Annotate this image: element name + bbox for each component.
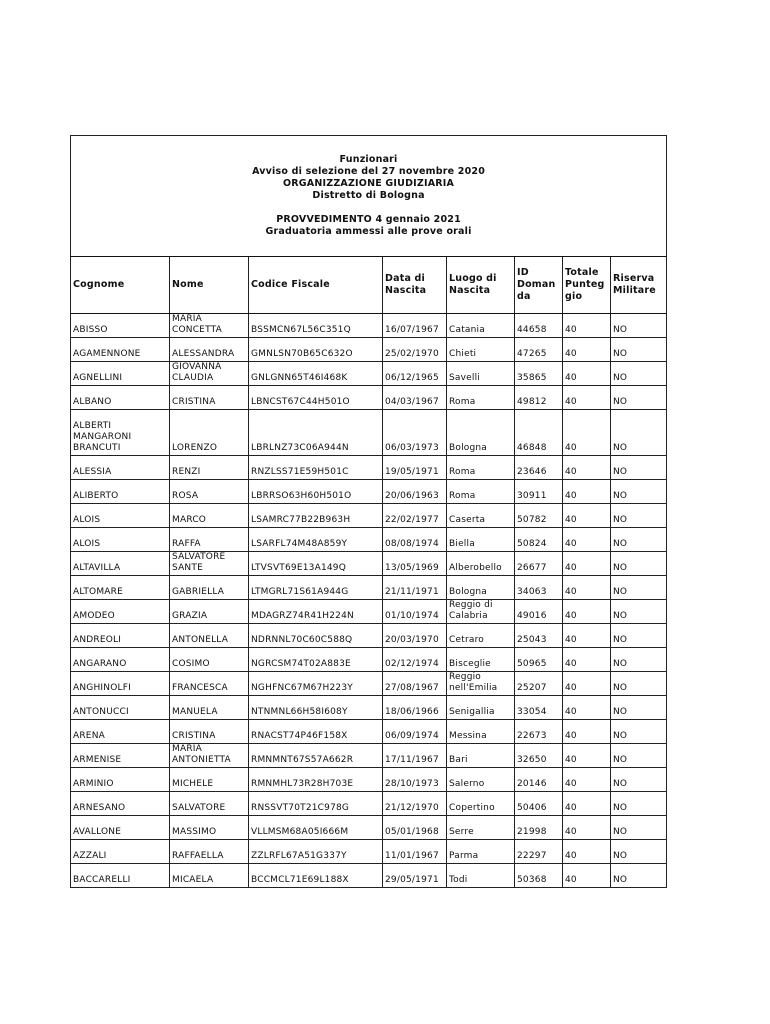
column-header-military-reserve: Riserva Militare: [611, 257, 667, 314]
surname-cell: AGAMENNONE: [71, 338, 170, 362]
surname-cell: BACCARELLI: [71, 864, 170, 888]
birth-place-cell: Savelli: [447, 362, 515, 386]
military-reserve-cell: NO: [611, 528, 667, 552]
application-id-cell: 20146: [515, 768, 563, 792]
birth-place-cell: Bologna: [447, 576, 515, 600]
score-cell: 40: [563, 864, 611, 888]
military-reserve-cell: NO: [611, 480, 667, 504]
birth-place-cell: Copertino: [447, 792, 515, 816]
military-reserve-cell: NO: [611, 744, 667, 768]
surname-cell: ANGHINOLFI: [71, 672, 170, 696]
column-header-surname: Cognome: [71, 257, 170, 314]
tax-code-cell: BCCMCL71E69L188X: [249, 864, 383, 888]
application-id-cell: 46848: [515, 410, 563, 456]
name-cell: CRISTINA: [170, 720, 249, 744]
birth-place-cell: Roma: [447, 456, 515, 480]
tax-code-cell: NDRNNL70C60C588Q: [249, 624, 383, 648]
table-row: [71, 386, 667, 410]
score-cell: 40: [563, 816, 611, 840]
tax-code-cell: RMNMNT67S57A662R: [249, 744, 383, 768]
birth-place-cell: Caserta: [447, 504, 515, 528]
application-id-cell: 50782: [515, 504, 563, 528]
table-row: [71, 410, 667, 456]
table-row: [71, 648, 667, 672]
header-provision: PROVVEDIMENTO 4 gennaio 2021: [276, 214, 461, 225]
birth-place-cell: Reggio di Calabria: [447, 600, 515, 624]
name-cell: ANTONELLA: [170, 624, 249, 648]
document-header: [71, 136, 667, 257]
birth-place-cell: Reggio nell'Emilia: [447, 672, 515, 696]
military-reserve-cell: NO: [611, 504, 667, 528]
surname-cell: ANTONUCCI: [71, 696, 170, 720]
birth-date-cell: 20/03/1970: [383, 624, 447, 648]
birth-date-cell: 17/11/1967: [383, 744, 447, 768]
birth-date-cell: 16/07/1967: [383, 314, 447, 338]
name-cell: LORENZO: [170, 410, 249, 456]
birth-date-cell: 19/05/1971: [383, 456, 447, 480]
score-cell: 40: [563, 600, 611, 624]
application-id-cell: 25207: [515, 672, 563, 696]
application-id-cell: 26677: [515, 552, 563, 576]
table-row: [71, 600, 667, 624]
name-cell: CRISTINA: [170, 386, 249, 410]
table-row: [71, 338, 667, 362]
military-reserve-cell: NO: [611, 552, 667, 576]
birth-date-cell: 21/11/1971: [383, 576, 447, 600]
table-row: [71, 864, 667, 888]
application-id-cell: 23646: [515, 456, 563, 480]
score-cell: 40: [563, 720, 611, 744]
birth-date-cell: 21/12/1970: [383, 792, 447, 816]
birth-place-cell: Senigallia: [447, 696, 515, 720]
tax-code-cell: MDAGRZ74R41H224N: [249, 600, 383, 624]
column-header-name: Nome: [170, 257, 249, 314]
score-cell: 40: [563, 576, 611, 600]
name-cell: ALESSANDRA: [170, 338, 249, 362]
military-reserve-cell: NO: [611, 386, 667, 410]
score-cell: 40: [563, 792, 611, 816]
tax-code-cell: RNZLSS71E59H501C: [249, 456, 383, 480]
birth-date-cell: 06/12/1965: [383, 362, 447, 386]
birth-date-cell: 27/08/1967: [383, 672, 447, 696]
birth-place-cell: Roma: [447, 386, 515, 410]
table-row: [71, 624, 667, 648]
military-reserve-cell: NO: [611, 362, 667, 386]
name-cell: ROSA: [170, 480, 249, 504]
surname-cell: AGNELLINI: [71, 362, 170, 386]
name-cell: MICAELA: [170, 864, 249, 888]
score-cell: 40: [563, 696, 611, 720]
birth-date-cell: 22/02/1977: [383, 504, 447, 528]
application-id-cell: 25043: [515, 624, 563, 648]
score-cell: 40: [563, 504, 611, 528]
application-id-cell: 30911: [515, 480, 563, 504]
birth-date-cell: 06/09/1974: [383, 720, 447, 744]
table-row: [71, 672, 667, 696]
score-cell: 40: [563, 386, 611, 410]
application-id-cell: 44658: [515, 314, 563, 338]
military-reserve-cell: NO: [611, 696, 667, 720]
name-cell: RENZI: [170, 456, 249, 480]
header-district: Distretto di Bologna: [312, 190, 425, 201]
header-organization: ORGANIZZAZIONE GIUDIZIARIA: [283, 178, 455, 189]
score-cell: 40: [563, 410, 611, 456]
application-id-cell: 32650: [515, 744, 563, 768]
header-subtitle: Graduatoria ammessi alle prove orali: [265, 226, 472, 237]
birth-place-cell: Bari: [447, 744, 515, 768]
surname-cell: ALTOMARE: [71, 576, 170, 600]
military-reserve-cell: NO: [611, 624, 667, 648]
column-header-birth-date: Data di Nascita: [383, 257, 447, 314]
table-row: [71, 816, 667, 840]
birth-place-cell: Todi: [447, 864, 515, 888]
surname-cell: ALOIS: [71, 504, 170, 528]
score-cell: 40: [563, 552, 611, 576]
surname-cell: ARENA: [71, 720, 170, 744]
birth-place-cell: Biella: [447, 528, 515, 552]
column-header-tax-code: Codice Fiscale: [249, 257, 383, 314]
tax-code-cell: LBRRSO63H60H501O: [249, 480, 383, 504]
surname-cell: ALBERTI MANGARONI BRANCUTI: [71, 410, 170, 456]
military-reserve-cell: NO: [611, 314, 667, 338]
tax-code-cell: NTNMNL66H58I608Y: [249, 696, 383, 720]
tax-code-cell: RMNMHL73R28H703E: [249, 768, 383, 792]
table-row: [71, 840, 667, 864]
table-row: [71, 314, 667, 338]
name-cell: MANUELA: [170, 696, 249, 720]
birth-place-cell: Parma: [447, 840, 515, 864]
surname-cell: AVALLONE: [71, 816, 170, 840]
application-id-cell: 35865: [515, 362, 563, 386]
score-cell: 40: [563, 528, 611, 552]
military-reserve-cell: NO: [611, 456, 667, 480]
score-cell: 40: [563, 744, 611, 768]
name-cell: MARCO: [170, 504, 249, 528]
military-reserve-cell: NO: [611, 672, 667, 696]
tax-code-cell: NGHFNC67M67H223Y: [249, 672, 383, 696]
birth-place-cell: Bologna: [447, 410, 515, 456]
tax-code-cell: NGRCSM74T02A883E: [249, 648, 383, 672]
application-id-cell: 22673: [515, 720, 563, 744]
military-reserve-cell: NO: [611, 864, 667, 888]
name-cell: SALVATORE SANTE: [170, 552, 249, 576]
birth-date-cell: 20/06/1963: [383, 480, 447, 504]
name-cell: SALVATORE: [170, 792, 249, 816]
tax-code-cell: RNSSVT70T21C978G: [249, 792, 383, 816]
military-reserve-cell: NO: [611, 768, 667, 792]
tax-code-cell: VLLMSM68A05I666M: [249, 816, 383, 840]
ranking-table: [70, 135, 667, 888]
surname-cell: ABISSO: [71, 314, 170, 338]
military-reserve-cell: NO: [611, 338, 667, 362]
birth-date-cell: 28/10/1973: [383, 768, 447, 792]
score-cell: 40: [563, 840, 611, 864]
tax-code-cell: ZZLRFL67A51G337Y: [249, 840, 383, 864]
birth-date-cell: 11/01/1967: [383, 840, 447, 864]
name-cell: RAFFA: [170, 528, 249, 552]
military-reserve-cell: NO: [611, 648, 667, 672]
score-cell: 40: [563, 480, 611, 504]
surname-cell: ALOIS: [71, 528, 170, 552]
table-row: [71, 696, 667, 720]
score-cell: 40: [563, 362, 611, 386]
tax-code-cell: LTVSVT69E13A149Q: [249, 552, 383, 576]
score-cell: 40: [563, 648, 611, 672]
birth-place-cell: Serre: [447, 816, 515, 840]
birth-place-cell: Salerno: [447, 768, 515, 792]
application-id-cell: 33054: [515, 696, 563, 720]
birth-place-cell: Bisceglie: [447, 648, 515, 672]
military-reserve-cell: NO: [611, 720, 667, 744]
birth-date-cell: 04/03/1967: [383, 386, 447, 410]
score-cell: 40: [563, 338, 611, 362]
birth-place-cell: Roma: [447, 480, 515, 504]
name-cell: RAFFAELLA: [170, 840, 249, 864]
table-row: [71, 768, 667, 792]
tax-code-cell: LBRLNZ73C06A944N: [249, 410, 383, 456]
name-cell: COSIMO: [170, 648, 249, 672]
score-cell: 40: [563, 314, 611, 338]
name-cell: FRANCESCA: [170, 672, 249, 696]
birth-date-cell: 08/08/1974: [383, 528, 447, 552]
table-row: [71, 744, 667, 768]
application-id-cell: 21998: [515, 816, 563, 840]
surname-cell: ALBANO: [71, 386, 170, 410]
tax-code-cell: BSSMCN67L56C351Q: [249, 314, 383, 338]
tax-code-cell: LSAMRC77B22B963H: [249, 504, 383, 528]
column-header-row: [71, 257, 667, 314]
table-row: [71, 456, 667, 480]
score-cell: 40: [563, 624, 611, 648]
birth-date-cell: 29/05/1971: [383, 864, 447, 888]
military-reserve-cell: NO: [611, 600, 667, 624]
name-cell: MASSIMO: [170, 816, 249, 840]
score-cell: 40: [563, 456, 611, 480]
tax-code-cell: LBNCST67C44H501O: [249, 386, 383, 410]
birth-date-cell: 02/12/1974: [383, 648, 447, 672]
application-id-cell: 50406: [515, 792, 563, 816]
name-cell: GRAZIA: [170, 600, 249, 624]
surname-cell: AZZALI: [71, 840, 170, 864]
surname-cell: ALTAVILLA: [71, 552, 170, 576]
tax-code-cell: GMNLSN70B65C632O: [249, 338, 383, 362]
birth-place-cell: Chieti: [447, 338, 515, 362]
column-header-birth-place: Luogo di Nascita: [447, 257, 515, 314]
application-id-cell: 50965: [515, 648, 563, 672]
birth-place-cell: Messina: [447, 720, 515, 744]
birth-place-cell: Alberobello: [447, 552, 515, 576]
header-role: Funzionari: [339, 154, 398, 165]
application-id-cell: 50368: [515, 864, 563, 888]
name-cell: MICHELE: [170, 768, 249, 792]
surname-cell: ALIBERTO: [71, 480, 170, 504]
table-row: [71, 552, 667, 576]
ranking-document: [70, 135, 666, 888]
surname-cell: ARMINIO: [71, 768, 170, 792]
application-id-cell: 49812: [515, 386, 563, 410]
column-header-application-id: ID Doman da: [515, 257, 563, 314]
application-id-cell: 34063: [515, 576, 563, 600]
birth-date-cell: 13/05/1969: [383, 552, 447, 576]
header-notice: Avviso di selezione del 27 novembre 2020: [252, 166, 486, 177]
military-reserve-cell: NO: [611, 792, 667, 816]
surname-cell: ARMENISE: [71, 744, 170, 768]
birth-date-cell: 05/01/1968: [383, 816, 447, 840]
birth-date-cell: 06/03/1973: [383, 410, 447, 456]
military-reserve-cell: NO: [611, 840, 667, 864]
birth-date-cell: 01/10/1974: [383, 600, 447, 624]
table-row: [71, 576, 667, 600]
birth-date-cell: 25/02/1970: [383, 338, 447, 362]
military-reserve-cell: NO: [611, 410, 667, 456]
table-row: [71, 792, 667, 816]
application-id-cell: 47265: [515, 338, 563, 362]
name-cell: GIOVANNA CLAUDIA: [170, 362, 249, 386]
surname-cell: ANGARANO: [71, 648, 170, 672]
application-id-cell: 22297: [515, 840, 563, 864]
military-reserve-cell: NO: [611, 576, 667, 600]
military-reserve-cell: NO: [611, 816, 667, 840]
table-row: [71, 528, 667, 552]
surname-cell: ARNESANO: [71, 792, 170, 816]
tax-code-cell: LSARFL74M48A859Y: [249, 528, 383, 552]
surname-cell: ALESSIA: [71, 456, 170, 480]
birth-place-cell: Catania: [447, 314, 515, 338]
table-row: [71, 362, 667, 386]
surname-cell: ANDREOLI: [71, 624, 170, 648]
tax-code-cell: GNLGNN65T46I468K: [249, 362, 383, 386]
surname-cell: AMODEO: [71, 600, 170, 624]
name-cell: GABRIELLA: [170, 576, 249, 600]
table-row: [71, 504, 667, 528]
name-cell: MARIA ANTONIETTA: [170, 744, 249, 768]
table-row: [71, 720, 667, 744]
score-cell: 40: [563, 768, 611, 792]
application-id-cell: 50824: [515, 528, 563, 552]
table-row: [71, 480, 667, 504]
birth-place-cell: Cetraro: [447, 624, 515, 648]
name-cell: MARIA CONCETTA: [170, 314, 249, 338]
column-header-total-score: Totale Punteg gio: [563, 257, 611, 314]
score-cell: 40: [563, 672, 611, 696]
tax-code-cell: RNACST74P46F158X: [249, 720, 383, 744]
birth-date-cell: 18/06/1966: [383, 696, 447, 720]
application-id-cell: 49016: [515, 600, 563, 624]
tax-code-cell: LTMGRL71S61A944G: [249, 576, 383, 600]
